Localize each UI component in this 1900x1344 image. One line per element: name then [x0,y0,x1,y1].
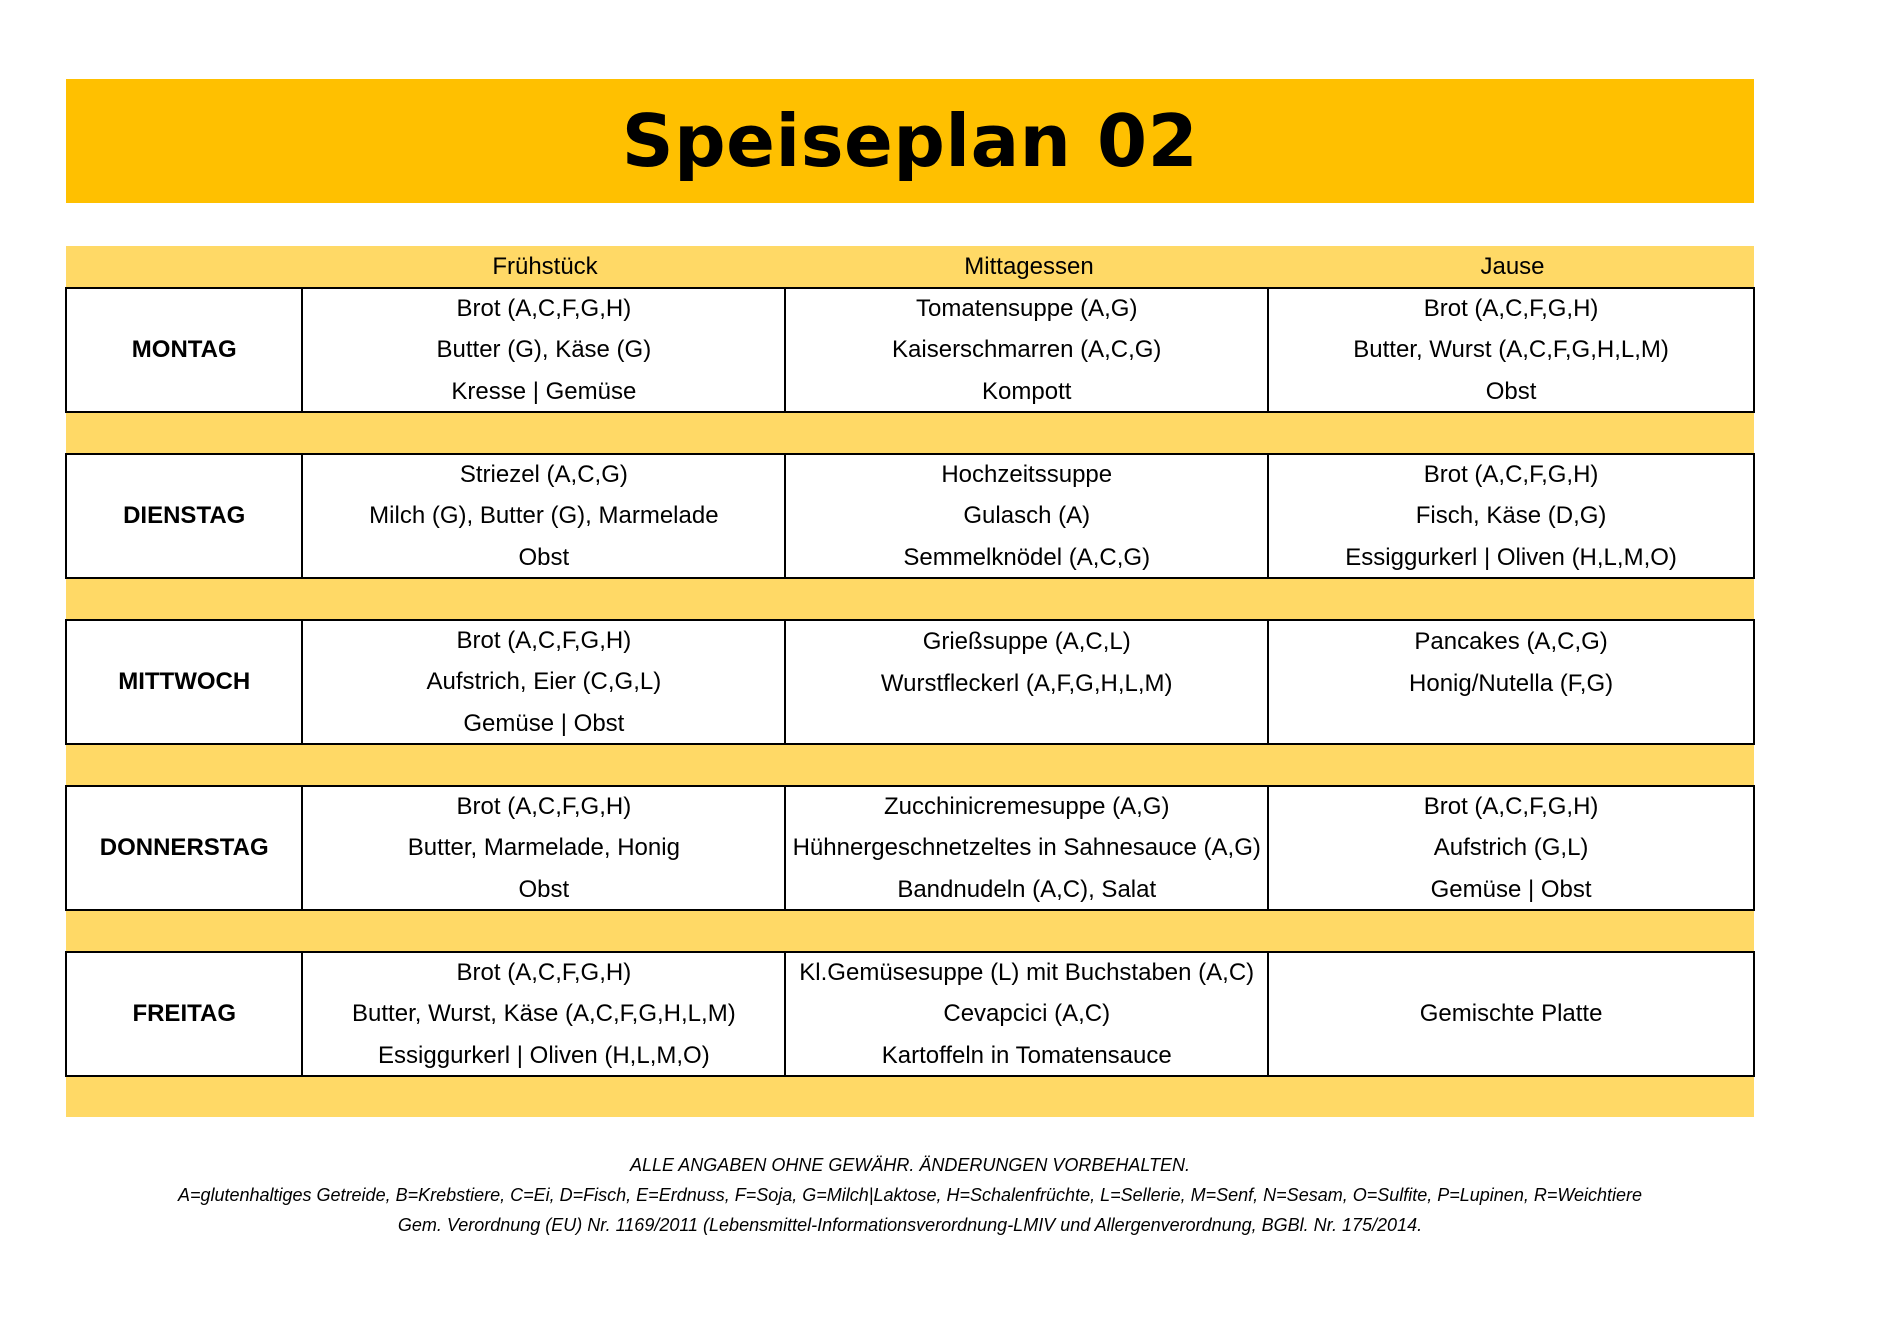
jause-cell [1269,621,1753,743]
jause-cell [1269,953,1753,1075]
menu-item: Hochzeitssuppe [941,460,1113,488]
day-row-freitag [65,951,1755,1077]
row-separator [66,1077,1754,1117]
row-separator [66,413,1754,453]
fruehstueck-cell [303,787,786,909]
column-header-jause: Jause [1480,253,1545,280]
day-label: DONNERSTAG [67,787,303,909]
day-row-dienstag [65,453,1755,579]
day-label: DIENSTAG [67,455,303,577]
mittagessen-cell [786,953,1269,1075]
menu-item: Brot (A,C,F,G,H) [456,792,632,820]
day-row-montag [65,287,1755,413]
menu-item: Butter, Wurst (A,C,F,G,H,L,M) [1353,336,1669,364]
disclaimer-text: ALLE ANGABEN OHNE GEWÄHR. ÄNDERUNGEN VORBEHALTEN. [629,1155,1191,1175]
menu-item: Butter, Wurst, Käse (A,C,F,G,H,L,M) [352,1000,736,1028]
jause-cell [1269,787,1753,909]
menu-item: Brot (A,C,F,G,H) [1423,792,1599,820]
menu-item: Kresse | Gemüse [451,377,637,405]
mittagessen-cell [786,787,1269,909]
day-label: FREITAG [67,953,303,1075]
menu-item: Aufstrich (G,L) [1433,834,1589,862]
menu-item: Milch (G), Butter (G), Marmelade [369,502,719,530]
menu-item: Kaiserschmarren (A,C,G) [892,336,1162,364]
menu-item: Wurstfleckerl (A,F,G,H,L,M) [880,669,1173,697]
menu-item: Hühnergeschnetzeltes in Sahnesauce (A,G) [792,834,1261,862]
jause-cell [1269,289,1753,411]
menu-item: Obst [518,875,570,903]
menu-item: Striezel (A,C,G) [459,460,628,488]
menu-item: Butter, Marmelade, Honig [407,834,680,862]
menu-item: Aufstrich, Eier (C,G,L) [426,668,662,696]
allergen-legend: A=glutenhaltiges Getreide, B=Krebstiere, C=Ei, D=Fisch, E=Erdnuss, F=Soja, G=Milch|Laktose, H=Schalenfrüchte, L=Sellerie, M=Senf, N=Sesam, O=Sulfite, P=Lupinen, R=Weichtiere [177,1185,1643,1205]
column-header-mittagessen: Mittagessen [964,253,1094,280]
menu-item: Essiggurkerl | Oliven (H,L,M,O) [1345,543,1677,571]
menu-item: Obst [518,543,570,571]
menu-item: Brot (A,C,F,G,H) [1423,460,1599,488]
menu-item: Brot (A,C,F,G,H) [456,294,632,322]
menu-item: Zucchinicremesuppe (A,G) [884,792,1170,820]
menu-item: Gulasch (A) [963,502,1091,530]
menu-item: Fisch, Käse (D,G) [1415,502,1607,530]
day-row-mittwoch [65,619,1755,745]
menu-item: Honig/Nutella (F,G) [1409,669,1614,697]
footer-notes [66,1150,1754,1240]
jause-cell [1269,455,1753,577]
mittagessen-cell [786,455,1269,577]
day-label: MITTWOCH [67,621,303,743]
menu-item: Pancakes (A,C,G) [1414,628,1608,655]
menu-item: Essiggurkerl | Oliven (H,L,M,O) [378,1041,710,1069]
menu-item: Obst [1485,377,1537,405]
menu-item: Kl.Gemüsesuppe (L) mit Buchstaben (A,C) [799,958,1255,986]
menu-item: Bandnudeln (A,C), Salat [897,875,1157,903]
menu-item: Gemüse | Obst [1430,875,1592,903]
fruehstueck-cell [303,289,786,411]
column-header-fruehstueck: Frühstück [492,253,598,280]
menu-item: Kompott [982,377,1072,405]
menu-item: Gemischte Platte [1419,1000,1603,1028]
mittagessen-cell [786,621,1269,743]
day-row-donnerstag [65,785,1755,911]
menu-item: Tomatensuppe (A,G) [916,294,1138,322]
menu-item: Brot (A,C,F,G,H) [456,958,632,986]
menu-item: Semmelknödel (A,C,G) [903,543,1151,571]
fruehstueck-cell [303,953,786,1075]
menu-item: Brot (A,C,F,G,H) [1423,294,1599,322]
fruehstueck-cell [303,455,786,577]
regulation-note: Gem. Verordnung (EU) Nr. 1169/2011 (Lebensmittel-Informationsverordnung-LMIV und Allergenverordnung, BGBl. Nr. 175/2014. [397,1215,1423,1235]
title-bar [66,79,1754,203]
page-title: Speiseplan 02 [621,99,1199,183]
row-separator [66,745,1754,785]
column-header-band [66,246,1754,287]
menu-item: Butter (G), Käse (G) [436,336,652,364]
menu-item: Cevapcici (A,C) [943,1000,1111,1028]
menu-item: Kartoffeln in Tomatensauce [881,1041,1172,1069]
row-separator [66,911,1754,951]
menu-item: Grießsuppe (A,C,L) [922,628,1131,655]
row-separator [66,579,1754,619]
menu-item: Brot (A,C,F,G,H) [456,626,632,654]
fruehstueck-cell [303,621,786,743]
menu-item: Gemüse | Obst [463,709,625,737]
mittagessen-cell [786,289,1269,411]
day-label: MONTAG [67,289,303,411]
